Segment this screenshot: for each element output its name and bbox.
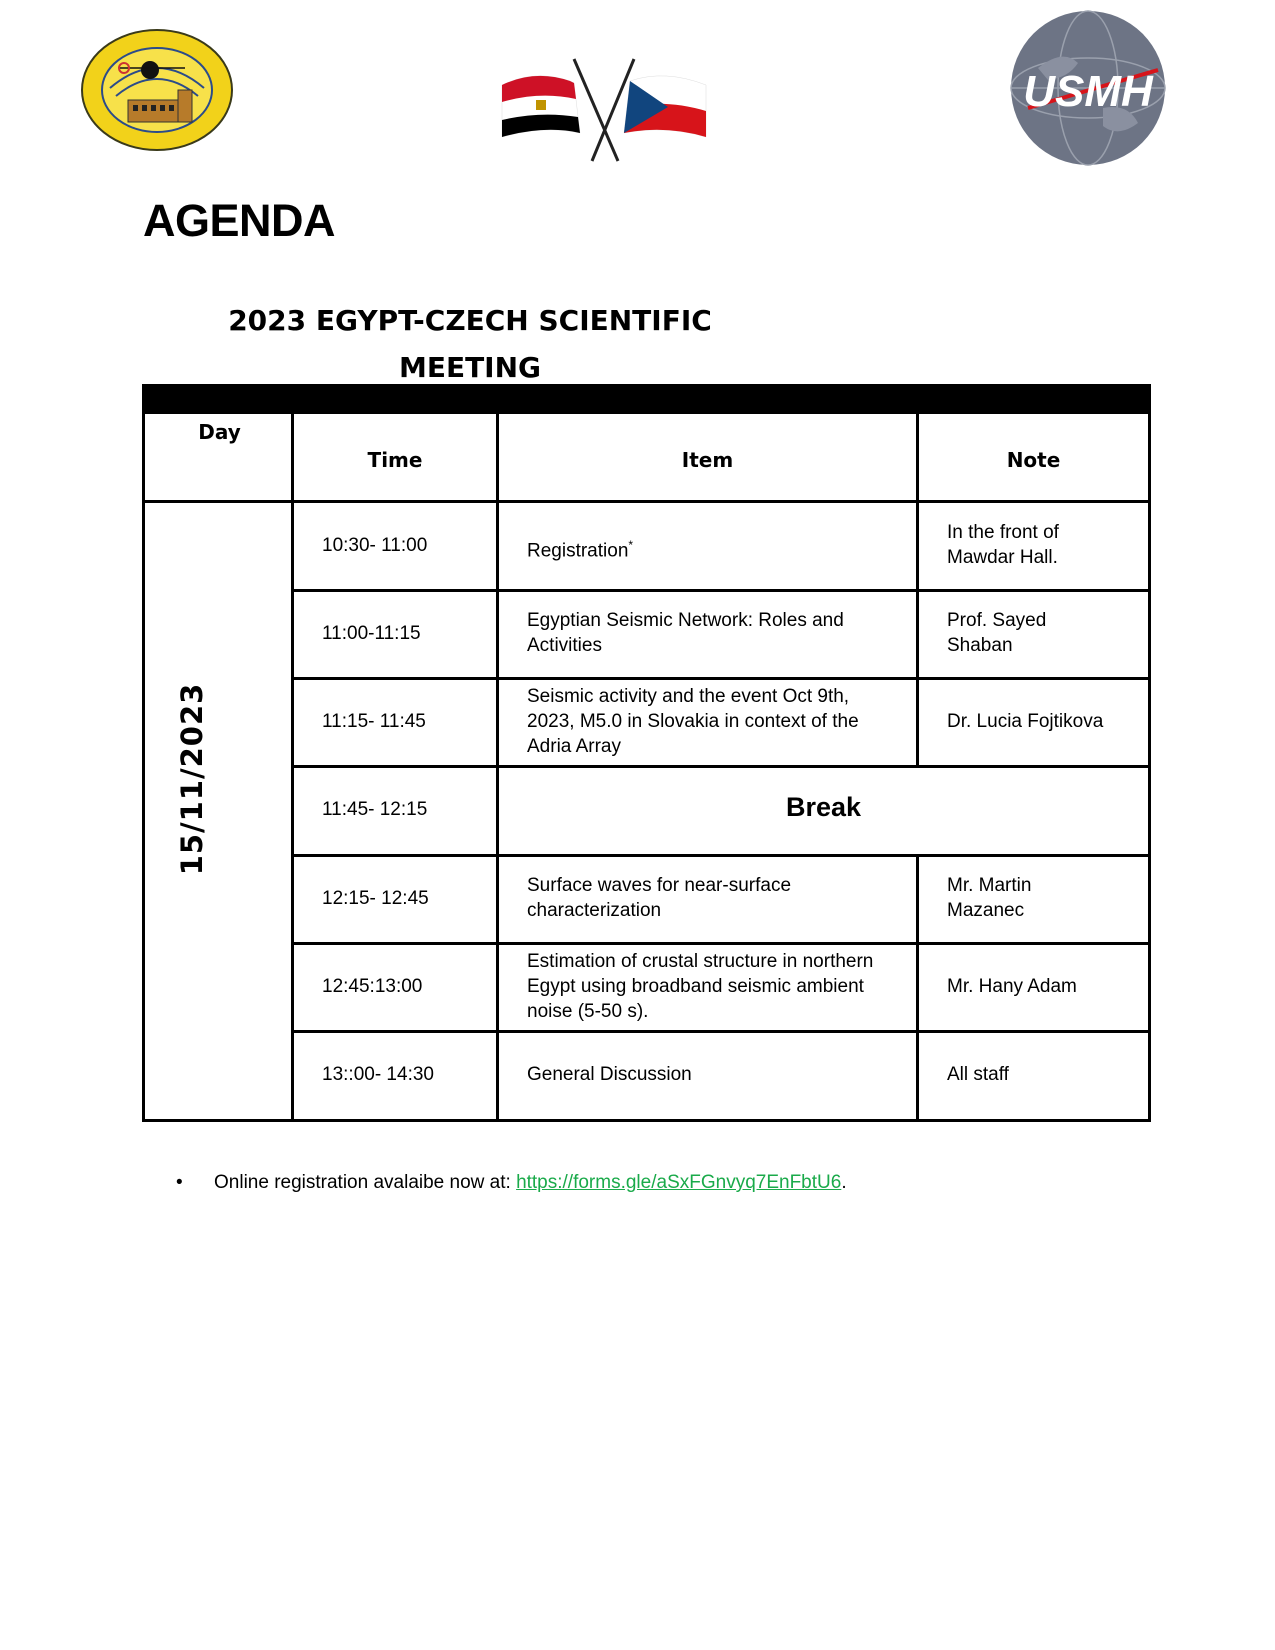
item-cell [527, 533, 633, 563]
item-text: Registration [527, 540, 629, 562]
meeting-title [150, 297, 790, 391]
note-line: Mr. Martin [947, 875, 1032, 896]
header-time: Time [367, 448, 423, 472]
note-cell: All staff [947, 1064, 1009, 1085]
item-line: noise (5-50 s). [527, 1001, 649, 1022]
item-cell [527, 608, 844, 658]
item-cell: General Discussion [527, 1064, 692, 1085]
page-title: AGENDA [143, 195, 336, 246]
item-line: Surface waves for near-surface [527, 875, 792, 896]
registration-end: . [841, 1172, 847, 1193]
item-line: Adria Array [527, 736, 621, 757]
time-cell: 12:45:13:00 [322, 976, 423, 997]
time-cell: 12:15- 12:45 [322, 888, 429, 909]
note-cell [947, 520, 1059, 570]
time-cell: 11:15- 11:45 [322, 711, 426, 732]
meeting-title-line-1: 2023 EGYPT-CZECH SCIENTIFIC [228, 304, 712, 337]
agenda-table [142, 384, 1151, 1122]
time-cell: 13::00- 14:30 [322, 1064, 434, 1085]
item-line: Estimation of crustal structure in northern [527, 951, 874, 972]
registration-link[interactable]: https://forms.gle/aSxFGnvyq7EnFbtU6 [516, 1172, 842, 1193]
bullet: • [176, 1172, 183, 1193]
header-item: Item [681, 448, 734, 472]
item-cell [527, 949, 873, 1024]
item-mark: * [628, 538, 634, 552]
note-line: Prof. Sayed [947, 610, 1047, 631]
item-line: characterization [527, 900, 662, 921]
note-line: Mazanec [947, 900, 1025, 921]
meeting-title-line-2: MEETING [398, 351, 542, 384]
registration-note [176, 1172, 847, 1194]
nriag-emblem-icon [80, 28, 234, 152]
usmh-logo-text: USMH [1023, 67, 1153, 116]
time-cell: 11:00-11:15 [322, 623, 421, 644]
note-line: In the front of [947, 522, 1059, 543]
note-cell [947, 873, 1031, 923]
header-note: Note [1006, 448, 1061, 472]
time-cell: 11:45- 12:15 [322, 799, 428, 820]
note-cell: Mr. Hany Adam [947, 976, 1077, 997]
note-cell: Dr. Lucia Fojtikova [947, 711, 1104, 732]
registration-text: Online registration avalaibe now at: [214, 1172, 517, 1193]
item-line: 2023, M5.0 in Slovakia in context of the [527, 711, 859, 732]
item-line: Activities [527, 635, 602, 656]
header-day: Day [198, 420, 241, 444]
item-cell [527, 684, 859, 759]
break-label: Break [785, 792, 862, 822]
note-line: Shaban [947, 635, 1013, 656]
time-cell: 10:30- 11:00 [322, 535, 428, 556]
note-cell [947, 608, 1046, 658]
item-line: Egypt using broadband seismic ambient [527, 976, 864, 997]
item-line: Seismic activity and the event Oct 9th, [527, 686, 850, 707]
usmh-globe-icon [1008, 8, 1168, 168]
day-date: 15/11/2023 [175, 682, 209, 876]
egypt-czech-crossed-flags-icon [500, 55, 710, 165]
item-cell [527, 873, 791, 923]
item-line: Egyptian Seismic Network: Roles and [527, 610, 844, 631]
note-line: Mawdar Hall. [947, 547, 1058, 568]
